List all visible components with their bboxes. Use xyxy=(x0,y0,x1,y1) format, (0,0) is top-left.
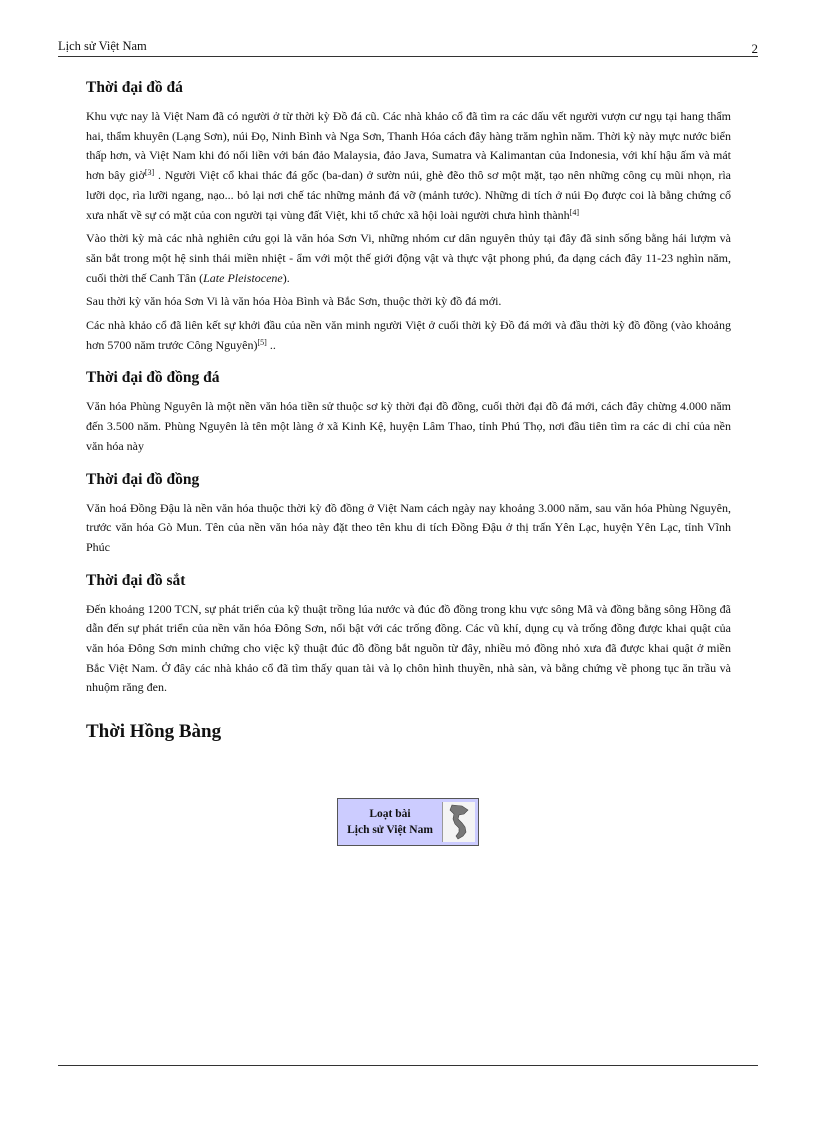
series-line: Loạt bài xyxy=(369,808,411,820)
section-bronze xyxy=(86,470,731,558)
section-heading: Thời đại đồ đồng đá xyxy=(86,369,220,387)
paragraph-text: Vào thời kỳ mà các nhà nghiên cứu gọi là văn hóa Sơn Vi, những nhóm cư dân nguyên thủy tại đây đã sinh sống bằng hái lượm và săn bắt trong một hệ sinh thái miền nhiệt - ẩm với một thế giới động vật và thực vật phong phú, đa dạng cách đây 11-23 nghìn năm, cuối thời thế Canh Tân ( xyxy=(86,231,731,285)
paragraph: Sau thời kỳ văn hóa Sơn Vi là văn hóa Hòa Bình và Bắc Sơn, thuộc thời kỳ đồ đá mới. xyxy=(86,294,502,309)
page-header xyxy=(58,38,758,57)
paragraph xyxy=(86,316,731,355)
page-number: 2 xyxy=(751,41,758,56)
reference-link[interactable]: [5] xyxy=(257,337,267,347)
paragraph: Văn hoá Đồng Đậu là nền văn hóa thuộc thời kỳ đồ đồng ở Việt Nam cách ngày nay khoảng 3.000 năm, sau văn hóa Phùng Nguyên, trước văn hóa Gò Mun. Tên của nền văn hóa này đặt theo tên khu di tích Đồng Đậu ở thị trấn Yên Lạc, huyện Yên Lạc, tỉnh Vĩnh Phúc xyxy=(86,500,731,554)
paragraph: Văn hóa Phùng Nguyên là một nền văn hóa tiền sử thuộc sơ kỳ thời đại đồ đồng, cuối thời đại đồ đá mới, cách đây chừng 4.000 năm đến 3.500 năm. Phùng Nguyên là tên một làng ở xã Kinh Kệ, huyện Lâm Thao, tỉnh Phú Thọ, nơi đầu tiên tìm ra các di chỉ của nền văn hóa này xyxy=(86,399,731,453)
paragraph-text: Khu vực nay là Việt Nam đã có người ở từ thời kỳ Đồ đá cũ. Các nhà khảo cổ đã tìm ra các dấu vết người vượn cư ngụ tại hang thẩm hai, thẩm khuyên (Lạng Sơn), núi Đọ, Ninh Bình và Nga Sơn, Thanh Hóa cách đây hàng trăm nghìn năm. Thời kỳ này mực nước biển thấp hơn, và Việt Nam khi đó nối liền với bán đảo Malaysia, đảo Java, Sumatra và Kalimantan của Indonesia, với khí hậu ấm và mát hơn bây giờ xyxy=(86,109,731,183)
article-body xyxy=(86,78,731,762)
paragraph xyxy=(86,107,731,225)
paragraph-text: .. xyxy=(266,337,276,352)
series-title xyxy=(338,799,442,845)
reference-link[interactable]: [4] xyxy=(569,207,579,217)
paragraph xyxy=(86,229,731,288)
chapter-heading: Thời Hồng Bàng xyxy=(86,721,222,743)
vietnam-map-icon xyxy=(442,802,475,842)
section-chalcolithic xyxy=(86,368,731,456)
series-navbox[interactable] xyxy=(337,798,479,846)
section-iron xyxy=(86,571,731,699)
section-heading: Thời đại đồ đồng xyxy=(86,470,200,488)
paragraph-text: Các nhà khảo cổ đã liên kết sự khởi đầu của nền văn minh người Việt ở cuối thời kỳ Đồ đá mới và đầu thời kỳ đồ đồng (vào khoảng hơn 5700 năm trước Công Nguyên) xyxy=(86,318,731,352)
section-stone-age xyxy=(86,78,731,355)
section-heading: Thời đại đồ sắt xyxy=(86,571,186,589)
paragraph: Đến khoảng 1200 TCN, sự phát triển của kỹ thuật trồng lúa nước và đúc đồ đồng trong khu vực sông Mã và đồng bằng sông Hồng đã dẫn đến sự phát triển của nền văn hóa Đông Sơn, nổi bật với các trống đồng. Các vũ khí, dụng cụ và trống đồng được khai quật của văn hóa Đông Sơn minh chứng cho việc kỹ thuật đúc đồ đồng bắt nguồn từ đây, nhiều mỏ đồng nhỏ xưa đã được khai quật ở miền Bắc Việt Nam. Ở đây các nhà khảo cổ đã tìm thấy quan tài và lọ chôn hình thuyền, nhà sàn, và bằng chứng về phong tục ăn trầu và nhuộm răng đen. xyxy=(86,601,731,695)
section-heading: Thời đại đồ đá xyxy=(86,79,183,96)
italic-term: Late Pleistocene xyxy=(203,270,283,285)
paragraph-text: . Người Việt cổ khai thác đá gốc (ba-dan) ở sườn núi, ghè đẽo thô sơ một mặt, tạo nên những công cụ mũi nhọn, rìa lưỡi dọc, rìa lưỡi ngang, nạo... bỏ lại nơi chế tác những mảnh đá vỡ (mảnh tước). Những di tích ở núi Đọ được coi là bằng chứng cổ xưa nhất về sự có mặt của con người tại vùng đất Việt, khi tổ chức xã hội loài người chưa hình thành xyxy=(86,168,732,222)
header-title: Lịch sử Việt Nam xyxy=(58,39,147,53)
paragraph-text: ). xyxy=(282,270,290,285)
footer-divider xyxy=(58,1065,758,1066)
reference-link[interactable]: [3] xyxy=(144,168,155,178)
series-line: Lịch sử Việt Nam xyxy=(347,824,433,836)
